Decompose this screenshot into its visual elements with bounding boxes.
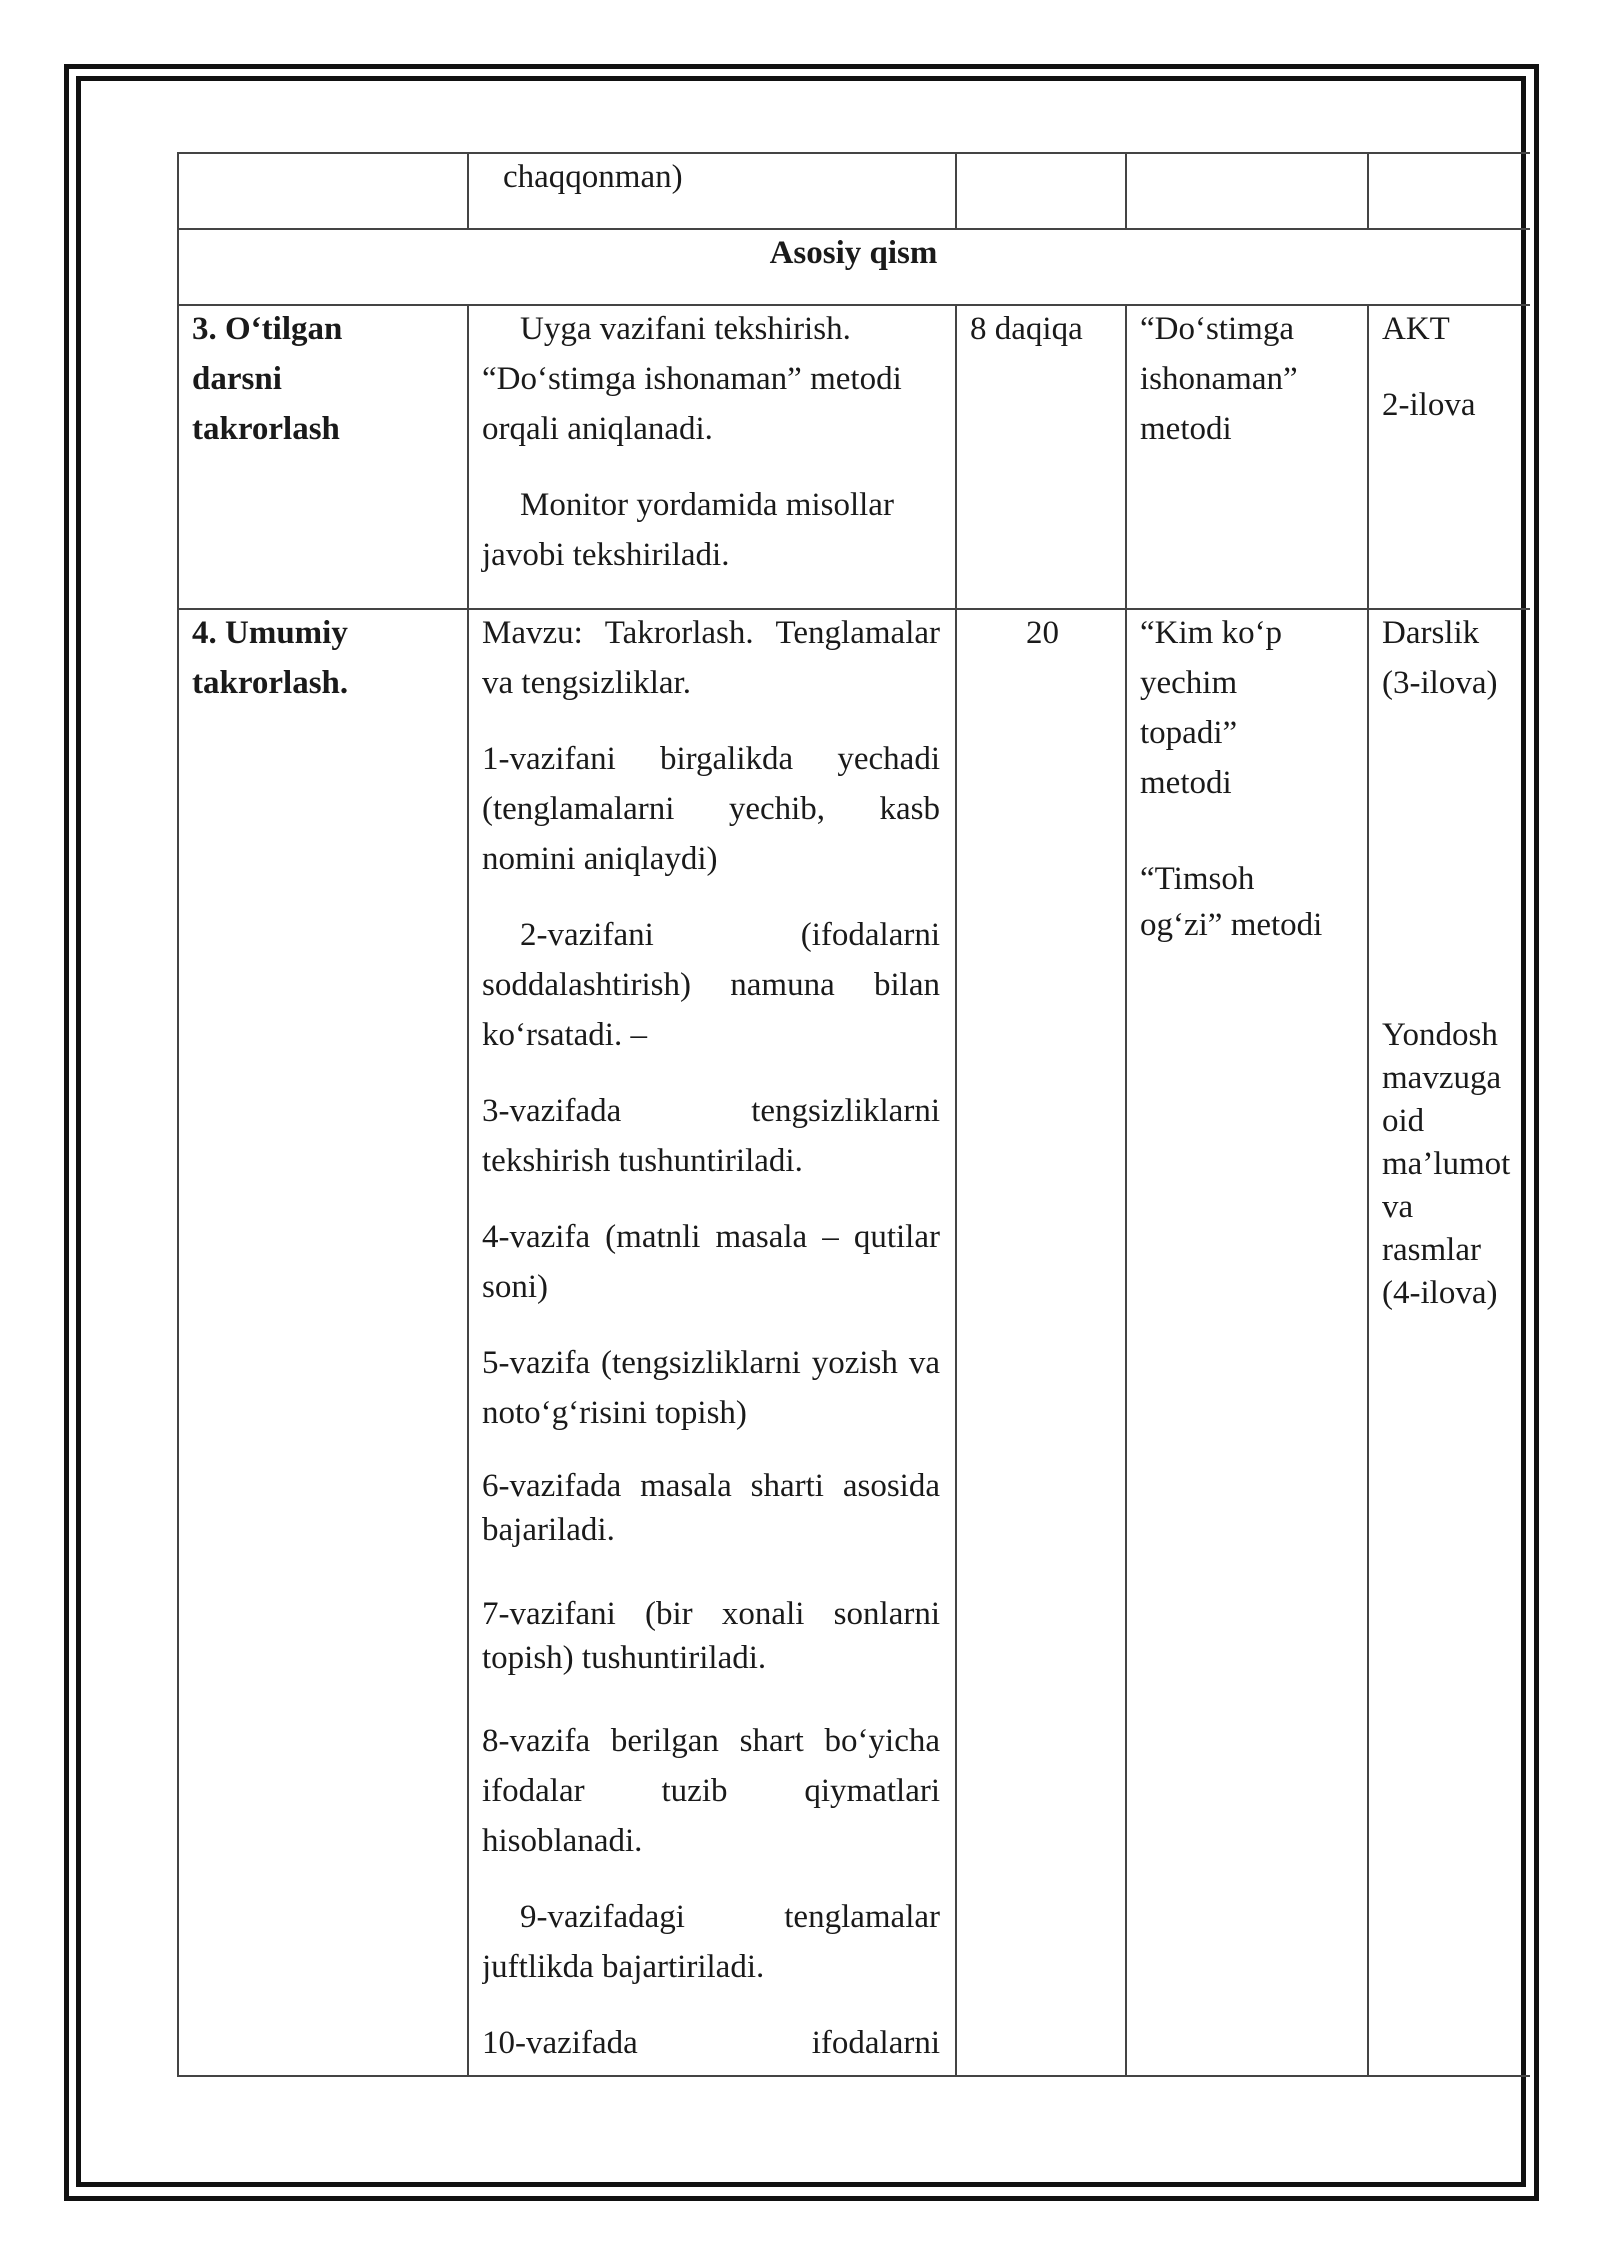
method-line: og‘zi” metodi	[1140, 907, 1323, 943]
method-line: “Kim ko‘p	[1140, 615, 1283, 651]
resource-line: AKT	[1382, 311, 1450, 347]
stage-line: takrorlash.	[192, 665, 349, 701]
content-paragraph: Uyga vazifani tekshirish. “Do‘stimga ishonaman” metodi orqali aniqlanadi.	[482, 311, 902, 447]
task-paragraph: 6-vazifada masala sharti asosida bajariladi.	[482, 1468, 940, 1548]
column-divider	[955, 152, 957, 230]
resource-line: va	[1382, 1189, 1414, 1225]
row1-content-cell	[482, 304, 940, 580]
column-divider	[1367, 152, 1369, 230]
column-divider	[1125, 152, 1127, 230]
task-paragraph: 1-vazifani birgalikda yechadi (tenglamalarni yechib, kasb nomini aniqlaydi)	[482, 741, 940, 877]
stage-line: 3. O‘tilgan	[192, 311, 343, 347]
resource-line: Darslik	[1382, 615, 1480, 651]
row1-time-cell	[970, 304, 1115, 354]
row2-method-cell	[1140, 608, 1360, 948]
method-line: ishonaman”	[1140, 361, 1298, 397]
task-paragraph: 8-vazifa berilgan shart bo‘yicha ifodalar tuzib qiymatlari hisoblanadi.	[482, 1723, 940, 1859]
topic-paragraph: Mavzu: Takrorlash. Tenglamalar va tengsizliklar.	[482, 615, 940, 701]
method-line: topadi”	[1140, 715, 1238, 751]
task-paragraph: 7-vazifani (bir xonali sonlarni topish) tushuntiriladi.	[482, 1596, 940, 1676]
stage-line: 4. Umumiy	[192, 615, 348, 651]
resource-line: (3-ilova)	[1382, 665, 1498, 701]
method-line: “Timsoh	[1140, 861, 1255, 897]
column-divider	[1125, 304, 1127, 2077]
column-divider	[467, 152, 469, 230]
method-line: yechim	[1140, 665, 1238, 701]
time-value: 8 daqiqa	[970, 311, 1083, 347]
task-paragraph: 3-vazifada tengsizliklarni tekshirish tushuntiriladi.	[482, 1093, 940, 1179]
method-line: “Do‘stimga	[1140, 311, 1294, 347]
section-title	[177, 228, 1530, 278]
resource-line: ma’lumot	[1382, 1146, 1511, 1182]
resource-block	[1382, 1014, 1530, 1315]
stage-line: darsni	[192, 361, 282, 397]
task-paragraph: 4-vazifa (matnli masala – qutilar soni)	[482, 1219, 940, 1305]
method-line: metodi	[1140, 765, 1232, 801]
time-value: 20	[1026, 615, 1059, 651]
column-divider	[1367, 304, 1369, 2077]
resource-line: (4-ilova)	[1382, 1275, 1498, 1311]
table-bottom-border	[177, 2075, 1530, 2077]
method-block	[1140, 856, 1360, 948]
stage-line: takrorlash	[192, 411, 340, 447]
task-paragraph: 10-vazifada ifodalarni	[482, 2025, 940, 2061]
column-divider	[955, 304, 957, 2077]
resource-line: rasmlar	[1382, 1232, 1481, 1268]
content-paragraph: Monitor yordamida misollar javobi tekshiriladi.	[482, 487, 894, 573]
column-divider	[467, 304, 469, 2077]
task-paragraph: 9-vazifadagi tenglamalar juftlikda bajartiriladi.	[482, 1899, 940, 1985]
resource-line: oid	[1382, 1103, 1425, 1139]
resource-line: mavzuga	[1382, 1060, 1502, 1096]
row0-content-cell	[503, 152, 933, 202]
method-line: metodi	[1140, 411, 1232, 447]
row2-content-cell	[482, 608, 940, 2073]
row1-method-cell	[1140, 304, 1360, 454]
resource-line: Yondosh	[1382, 1017, 1498, 1053]
row1-resources-cell	[1382, 304, 1530, 430]
section-title-text: Asosiy qism	[769, 235, 938, 271]
resource-line: 2-ilova	[1382, 387, 1476, 423]
row2-resources-cell	[1382, 608, 1530, 1315]
column-divider	[177, 152, 179, 2077]
row0-content-text: chaqqonman)	[503, 159, 683, 195]
task-paragraph: 5-vazifa (tengsizliklarni yozish va noto‘g‘risini topish)	[482, 1345, 940, 1431]
row2-time-cell	[970, 608, 1115, 658]
row2-stage-cell	[192, 608, 457, 708]
row1-stage-cell	[192, 304, 457, 454]
task-paragraph: 2-vazifani (ifodalarni soddalashtirish) namuna bilan ko‘rsatadi. –	[482, 917, 940, 1053]
